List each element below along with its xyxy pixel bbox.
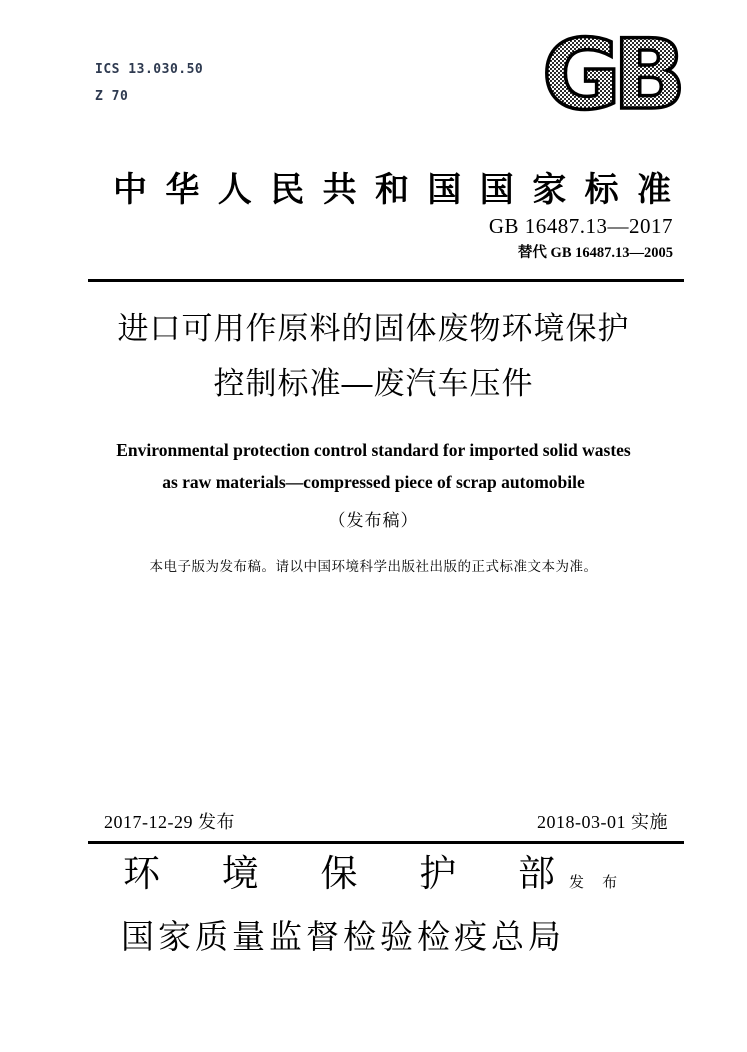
issued-by-label: 发 布 (569, 873, 625, 891)
gb-logo-text: GB (542, 28, 678, 120)
date-row (88, 808, 684, 834)
issue-date: 2017-12-29 发布 (104, 812, 235, 832)
classification-code: Z 70 (95, 89, 129, 104)
issuing-authority-2: 国家质量监督检验检疫总局 (121, 918, 565, 955)
title-english-line1: Environmental protection control standard for imported solid wastes (116, 440, 631, 460)
issuing-authority-1: 环境保护部 (123, 853, 555, 894)
header-divider-line (88, 279, 684, 282)
draft-version-label: （发布稿） (328, 511, 419, 530)
ics-code: ICS 13.030.50 (95, 62, 204, 77)
implementation-date: 2018-03-01 实施 (537, 812, 668, 832)
electronic-version-notice: 本电子版为发布稿。请以中国环境科学出版社出版的正式标准文本为准。 (149, 559, 598, 574)
footer-divider-line (88, 841, 684, 844)
title-chinese-line1: 进口可用作原料的固体废物环境保护 (117, 311, 630, 346)
replaced-standard-note: 替代 GB 16487.13—2005 (517, 245, 673, 261)
standard-number: GB 16487.13—2017 (488, 214, 673, 238)
gb-logo-icon (522, 28, 694, 120)
issuer-row-1 (123, 853, 643, 896)
title-chinese-line2: 控制标准—废汽车压件 (213, 366, 534, 401)
title-english-line2: as raw materials—compressed piece of scrap automobile (162, 472, 585, 492)
national-standard-heading: 中华人民共和国国家标准 (113, 171, 671, 209)
